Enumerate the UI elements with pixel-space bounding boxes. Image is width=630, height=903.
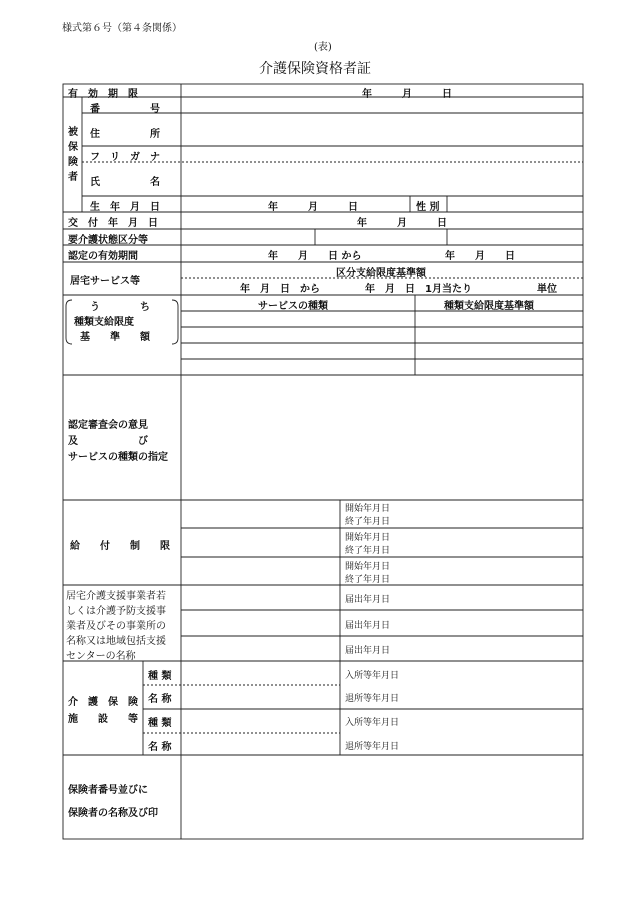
start-date-1: 開始年月日 <box>345 504 391 514</box>
label-board-3: サービスの種類の指定 <box>68 452 168 463</box>
label-provider-3: 業者及びその事業所の <box>66 621 166 632</box>
label-address: 住 所 <box>90 129 160 140</box>
label-provider-5: センターの名称 <box>66 651 136 662</box>
label-benefit-limit: 給 付 制 限 <box>70 541 170 552</box>
limit-header: 区分支給限度基準額 <box>336 268 426 279</box>
label-provider-2: しくは介護予防支援事 <box>66 606 166 617</box>
label-facility-2: 施 設 等 <box>68 714 138 725</box>
start-date-2: 開始年月日 <box>345 533 391 543</box>
service-kind-header: サービスの種類 <box>258 301 328 312</box>
label-board-2: 及 び <box>68 436 148 447</box>
gender-label: 性 別 <box>416 202 440 213</box>
label-name: 氏 名 <box>90 177 160 188</box>
admit-date-1: 入所等年月日 <box>345 671 400 681</box>
label-birthdate: 生 年 月 日 <box>90 202 160 213</box>
end-date-3: 終了年月日 <box>345 575 391 585</box>
facility-kind-1: 種 類 <box>148 671 172 682</box>
cert-from: 年 月 日 から <box>268 251 362 262</box>
end-date-1: 終了年月日 <box>345 517 391 527</box>
notified-date-2: 届出年月日 <box>345 621 391 631</box>
limit-to: 年 月 日 1月当たり <box>365 284 472 295</box>
facility-name-2: 名 称 <box>148 742 172 753</box>
label-uchi: う ち <box>90 302 150 313</box>
facility-kind-2: 種 類 <box>148 718 172 729</box>
label-issue-date: 交 付 年 月 日 <box>68 218 158 229</box>
start-date-3: 開始年月日 <box>345 562 391 572</box>
birthdate-value: 年 月 日 <box>268 202 358 213</box>
limit-from: 年 月 日 から <box>240 284 320 295</box>
label-furigana: フ リ ガ ナ <box>90 152 160 163</box>
cert-to: 年 月 日 <box>445 251 515 262</box>
facility-name-1: 名 称 <box>148 694 172 705</box>
label-validity: 有 効 期 限 <box>68 89 138 100</box>
label-kind-limit-2: 基 準 額 <box>80 332 150 343</box>
notified-date-1: 届出年月日 <box>345 595 391 605</box>
label-board-1: 認定審査会の意見 <box>68 420 148 431</box>
label-insurer-2: 保険者の名称及び印 <box>68 808 158 819</box>
label-insured: 被 保 険 者 <box>68 127 78 183</box>
notified-date-3: 届出年月日 <box>345 646 391 656</box>
label-cert-period: 認定の有効期間 <box>68 251 138 262</box>
kind-limit-header: 種類支給限度基準額 <box>444 301 534 312</box>
document-title: 介護保険資格者証 <box>259 61 371 77</box>
label-care-level: 要介護状態区分等 <box>68 235 148 246</box>
unit-label: 単位 <box>537 284 557 295</box>
discharge-date-2: 退所等年月日 <box>345 742 400 752</box>
label-home-service: 居宅サービス等 <box>70 276 140 287</box>
discharge-date-1: 退所等年月日 <box>345 694 400 704</box>
label-kind-limit: 種類支給限度 <box>74 317 134 328</box>
label-facility-1: 介 護 保 険 <box>68 697 138 708</box>
label-insurer-1: 保険者番号並びに <box>68 785 148 796</box>
side-label: (表) <box>314 42 332 53</box>
validity-date: 年 月 日 <box>362 89 452 100</box>
end-date-2: 終了年月日 <box>345 546 391 556</box>
form-number: 様式第６号（第４条関係） <box>62 23 182 34</box>
label-provider-1: 居宅介護支援事業者若 <box>66 591 166 602</box>
label-provider-4: 名称又は地域包括支援 <box>66 636 166 647</box>
issue-date-value: 年 月 日 <box>357 218 447 229</box>
admit-date-2: 入所等年月日 <box>345 718 400 728</box>
label-number: 番 号 <box>90 104 160 115</box>
